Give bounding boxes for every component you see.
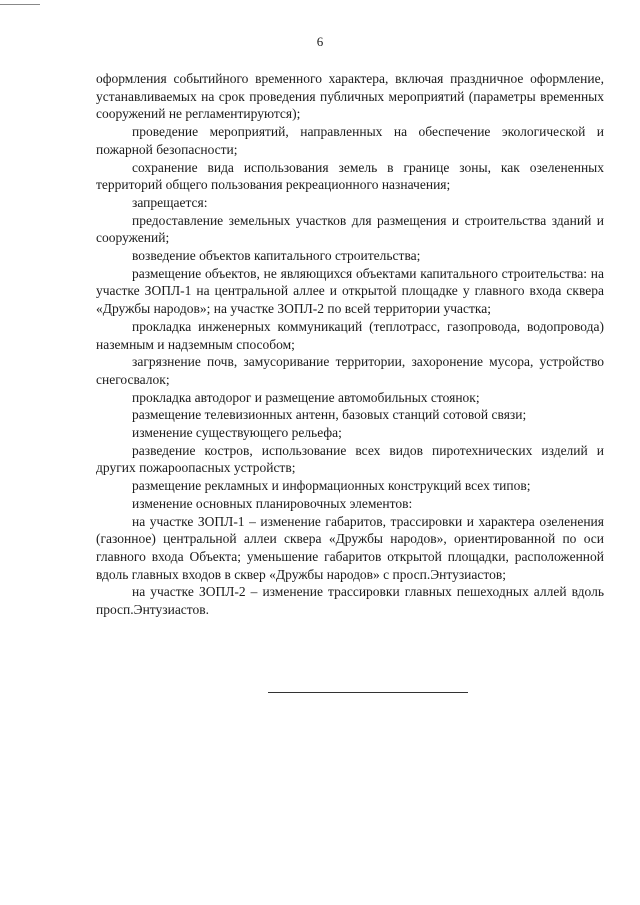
end-of-text-rule — [268, 692, 468, 693]
paragraph: изменение основных планировочных элементов: — [132, 495, 413, 511]
paragraph: предоставление земельных участков для размещения и строительства зданий и сооружений; — [96, 212, 604, 246]
paragraph: размещение рекламных и информационных конструкций всех типов; — [132, 478, 531, 494]
paragraph: запрещается: — [132, 194, 208, 210]
paragraph: на участке ЗОПЛ-1 – изменение габаритов, трассировки и характера озеленения (газонное) центральной аллеи сквера «Дружбы народов», ориентированной по оси главного входа Объекта; уменьшение габаритов открытой площадки, расположенной вдоль главных входов в сквер «Дружбы народов» с просп.Энтузиастов; — [96, 513, 604, 582]
paragraph: изменение существующего рельефа; — [132, 425, 342, 441]
document-body — [96, 70, 604, 619]
corner-mark — [0, 4, 40, 5]
paragraph: загрязнение почв, замусоривание территории, захоронение мусора, устройство снегосвалок; — [96, 354, 604, 387]
paragraph: прокладка инженерных коммуникаций (теплотрасс, газопровода, водопровода) наземным и надземным способом; — [96, 318, 604, 352]
paragraph: размещение объектов, не являющихся объектами капитального строительства: на участке ЗОПЛ-1 на центральной аллее и открытой площадке у главного входа сквера «Дружбы народов»; на участке ЗОПЛ-2 по всей территории участка; — [96, 265, 604, 317]
paragraph: разведение костров, использование всех видов пиротехнических изделий и других пожароопасных устройств; — [96, 442, 604, 476]
paragraph: оформления событийного временного характера, включая праздничное оформление, устанавливаемых на срок проведения публичных мероприятий (параметры временных сооружений не регламентируются); — [96, 71, 604, 122]
paragraph: возведение объектов капитального строительства; — [132, 248, 421, 264]
paragraph: прокладка автодорог и размещение автомобильных стоянок; — [132, 389, 480, 405]
paragraph: размещение телевизионных антенн, базовых станций сотовой связи; — [132, 407, 527, 423]
paragraph: проведение мероприятий, направленных на обеспечение экологической и пожарной безопасности; — [96, 124, 604, 157]
paragraph: на участке ЗОПЛ-2 – изменение трассировки главных пешеходных аллей вдоль просп.Энтузиастов. — [96, 584, 604, 618]
page-number: 6 — [316, 34, 324, 49]
paragraph: сохранение вида использования земель в границе зоны, как озелененных территорий общего пользования рекреационного назначения; — [96, 159, 604, 193]
